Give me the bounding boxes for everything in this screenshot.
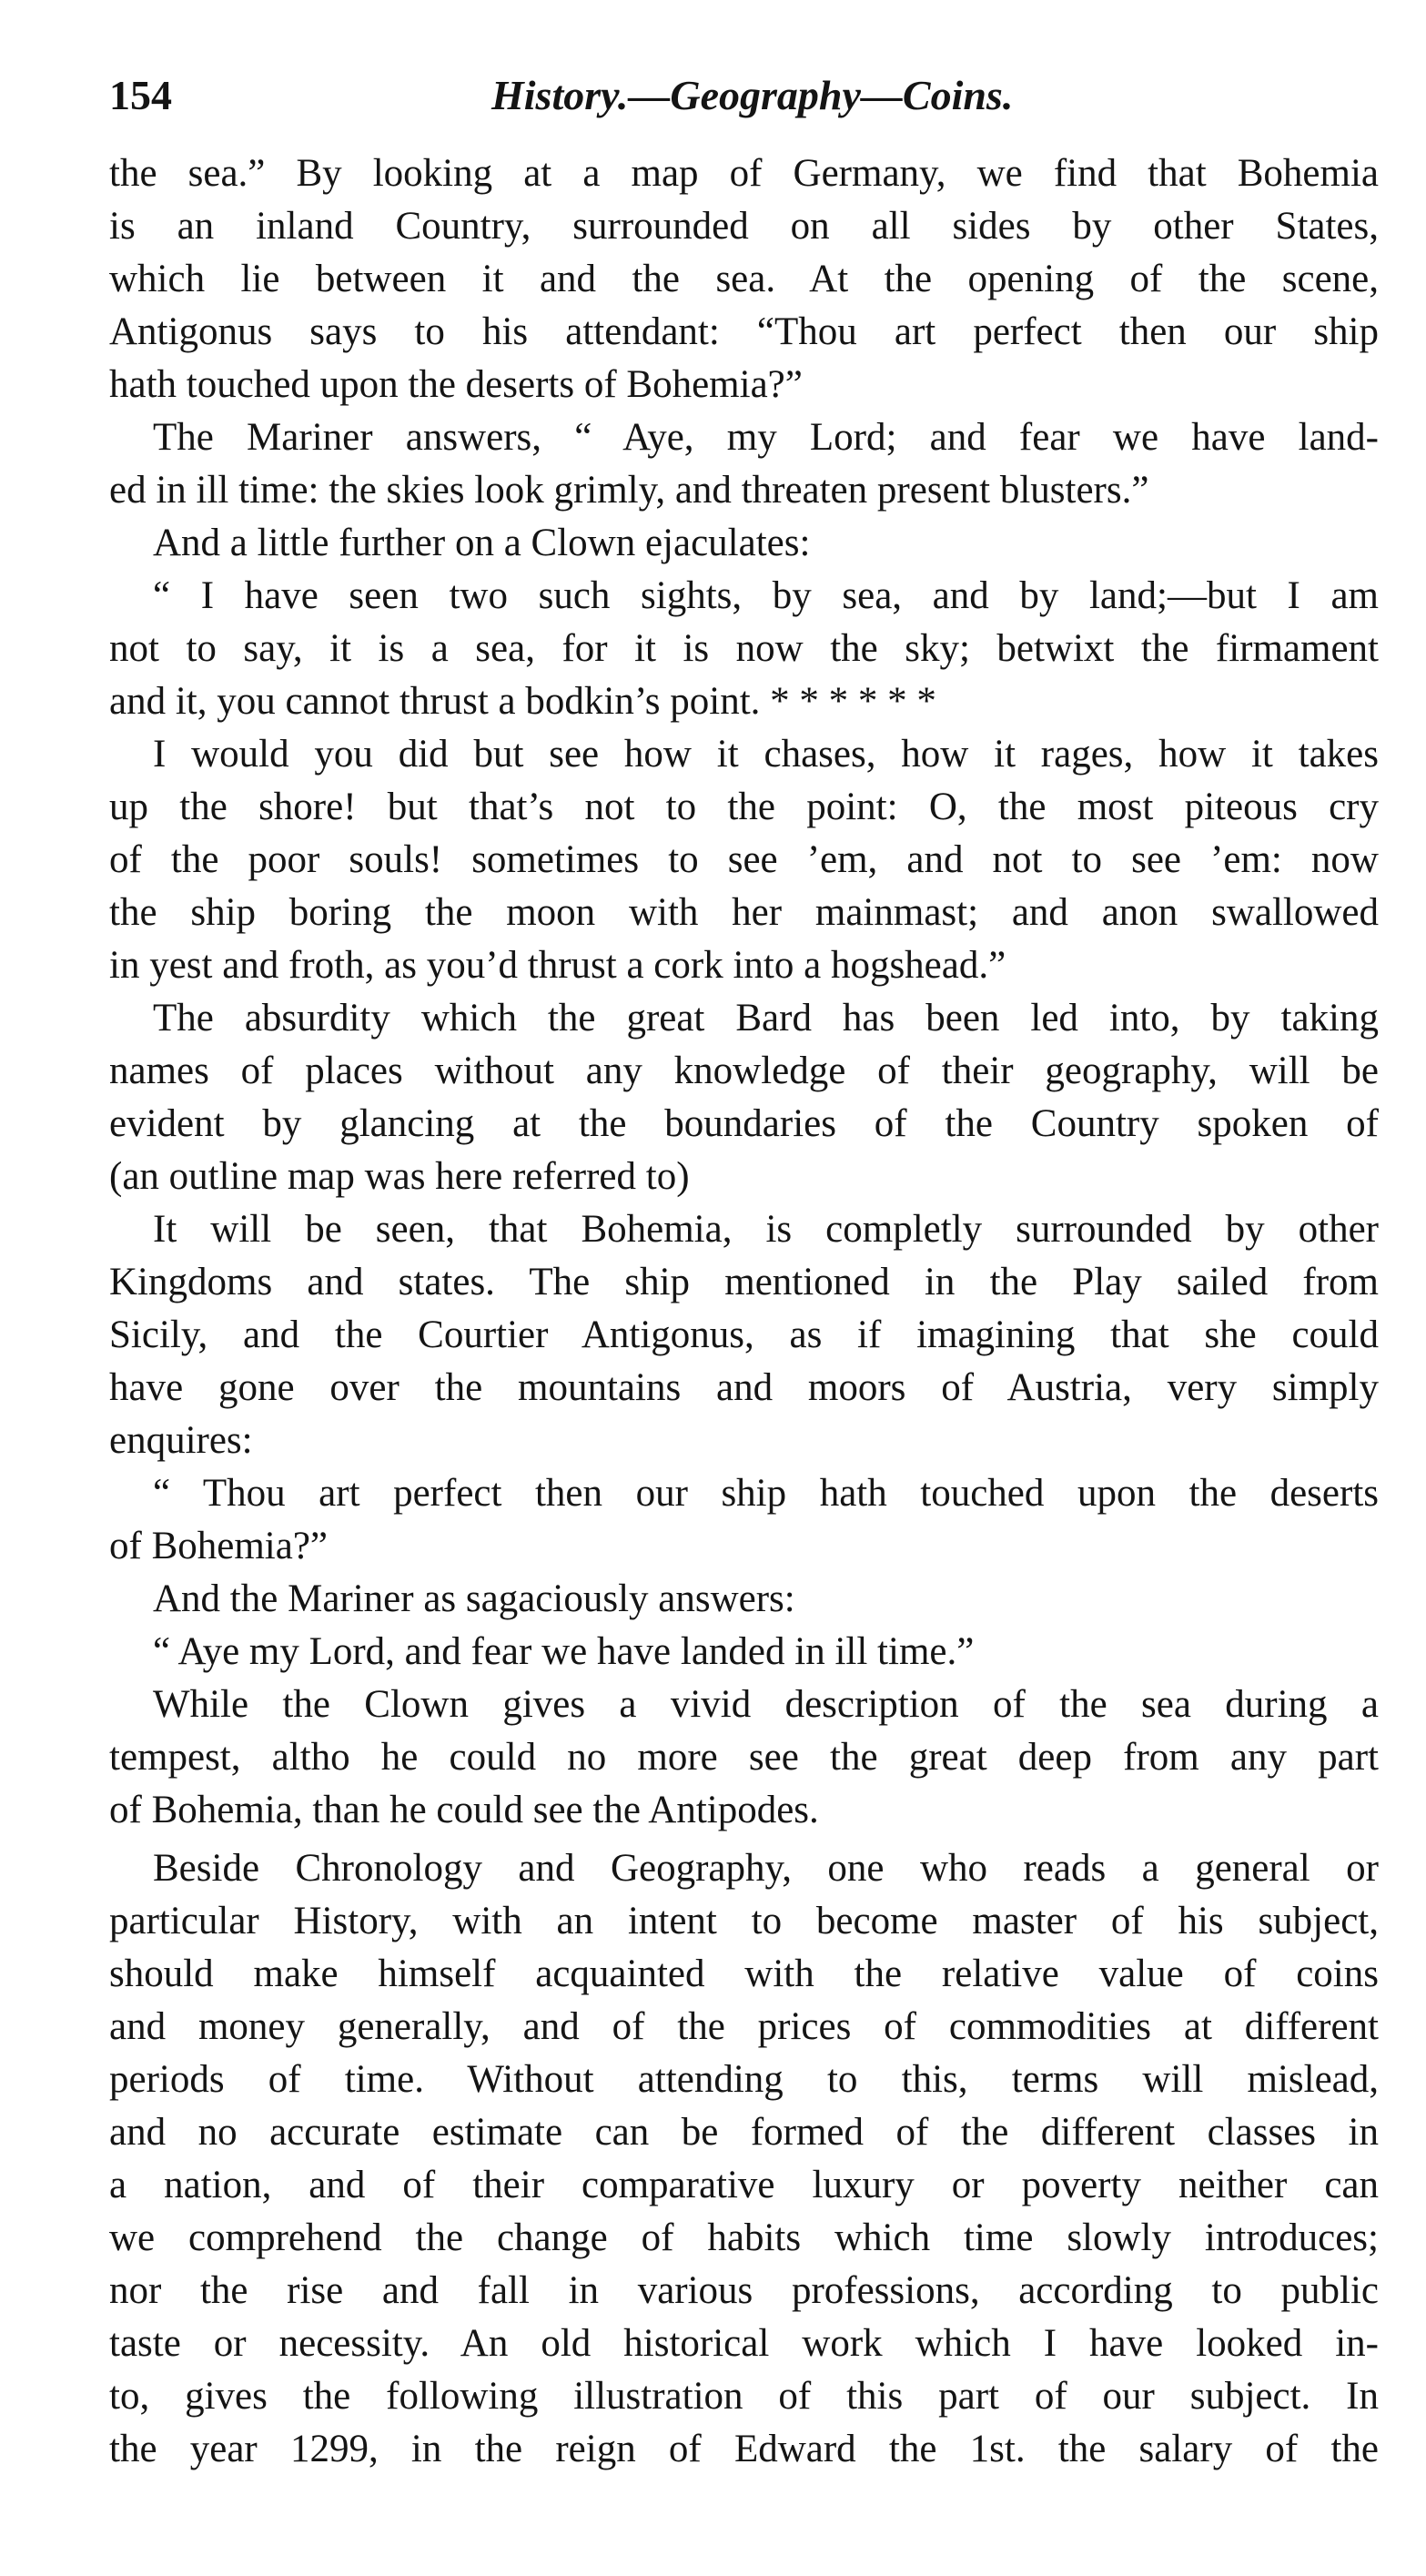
text-line: of Bohemia?” xyxy=(109,1525,328,1567)
text-line: taste or necessity. An old historical work which I have looked in- xyxy=(109,2322,1379,2365)
text-line: which lie between it and the sea. At the opening of the scene, xyxy=(109,258,1379,300)
text-line: hath touched upon the deserts of Bohemia?” xyxy=(109,363,803,406)
text-line: in yest and froth, as you’d thrust a cork into a hogshead.” xyxy=(109,944,1006,987)
text-line: I would you did but see how it chases, how it rages, how it takes xyxy=(153,733,1379,776)
page-header xyxy=(109,64,1383,127)
text-line: Beside Chronology and Geography, one who reads a general or xyxy=(153,1847,1379,1890)
text-line: (an outline map was here referred to) xyxy=(109,1155,690,1198)
text-line: and no accurate estimate can be formed of the different classes in xyxy=(109,2111,1379,2154)
text-line: a nation, and of their comparative luxury or poverty neither can xyxy=(109,2164,1379,2206)
text-line: have gone over the mountains and moors of Austria, very simply xyxy=(109,1366,1379,1409)
text-line: to, gives the following illustration of this part of our subject. In xyxy=(109,2375,1379,2418)
text-line: should make himself acquainted with the relative value of coins xyxy=(109,1952,1379,1995)
text-line: up the shore! but that’s not to the point: O, the most piteous cry xyxy=(109,786,1379,828)
text-line: The Mariner answers, “ Aye, my Lord; and fear we have land- xyxy=(153,416,1379,459)
running-title: History.—Geography—Coins. xyxy=(491,72,1014,118)
text-line: particular History, with an intent to become master of his subject, xyxy=(109,1900,1379,1942)
text-line: of Bohemia, than he could see the Antipodes. xyxy=(109,1789,819,1831)
text-line: names of places without any knowledge of their geography, will be xyxy=(109,1050,1379,1092)
text-line: And a little further on a Clown ejaculates: xyxy=(153,522,811,564)
text-line: Kingdoms and states. The ship mentioned in the Play sailed from xyxy=(109,1261,1379,1303)
text-line: The absurdity which the great Bard has been led into, by taking xyxy=(153,997,1379,1040)
text-line: “ I have seen two such sights, by sea, and by land;—but I am xyxy=(153,574,1379,617)
page-number: 154 xyxy=(109,72,172,118)
text-line: “ Aye my Lord, and fear we have landed in ill time.” xyxy=(153,1630,975,1673)
text-line: It will be seen, that Bohemia, is completly surrounded by other xyxy=(153,1208,1379,1251)
text-line: the ship boring the moon with her mainmast; and anon swallowed xyxy=(109,891,1379,934)
text-line: is an inland Country, surrounded on all sides by other States, xyxy=(109,205,1379,248)
text-line: we comprehend the change of habits which time slowly introduces; xyxy=(109,2216,1379,2259)
text-line: the sea.” By looking at a map of Germany, we find that Bohemia xyxy=(109,152,1379,195)
text-line: the year 1299, in the reign of Edward the 1st. the salary of the xyxy=(109,2428,1379,2470)
text-line: And the Mariner as sagaciously answers: xyxy=(153,1577,795,1620)
text-line: evident by glancing at the boundaries of the Country spoken of xyxy=(109,1102,1379,1145)
text-line: nor the rise and fall in various professions, according to public xyxy=(109,2269,1379,2312)
text-line: Sicily, and the Courtier Antigonus, as if imagining that she could xyxy=(109,1313,1379,1356)
text-line: ed in ill time: the skies look grimly, and threaten present blusters.” xyxy=(109,469,1149,512)
text-line: and it, you cannot thrust a bodkin’s point. * * * * * * xyxy=(109,680,936,723)
text-line: periods of time. Without attending to this, terms will mislead, xyxy=(109,2058,1379,2101)
text-line: not to say, it is a sea, for it is now the sky; betwixt the firmament xyxy=(109,627,1379,670)
text-line: enquires: xyxy=(109,1419,253,1462)
body-text xyxy=(109,147,1379,2476)
text-line: While the Clown gives a vivid description of the sea during a xyxy=(153,1683,1379,1726)
text-line: and money generally, and of the prices of commodities at different xyxy=(109,2005,1379,2048)
text-line: of the poor souls! sometimes to see ’em, and not to see ’em: now xyxy=(109,838,1379,881)
text-line: Antigonus says to his attendant: “Thou art perfect then our ship xyxy=(109,310,1379,353)
text-line: tempest, altho he could no more see the great deep from any part xyxy=(109,1736,1379,1779)
text-line: “ Thou art perfect then our ship hath touched upon the deserts xyxy=(153,1472,1379,1515)
